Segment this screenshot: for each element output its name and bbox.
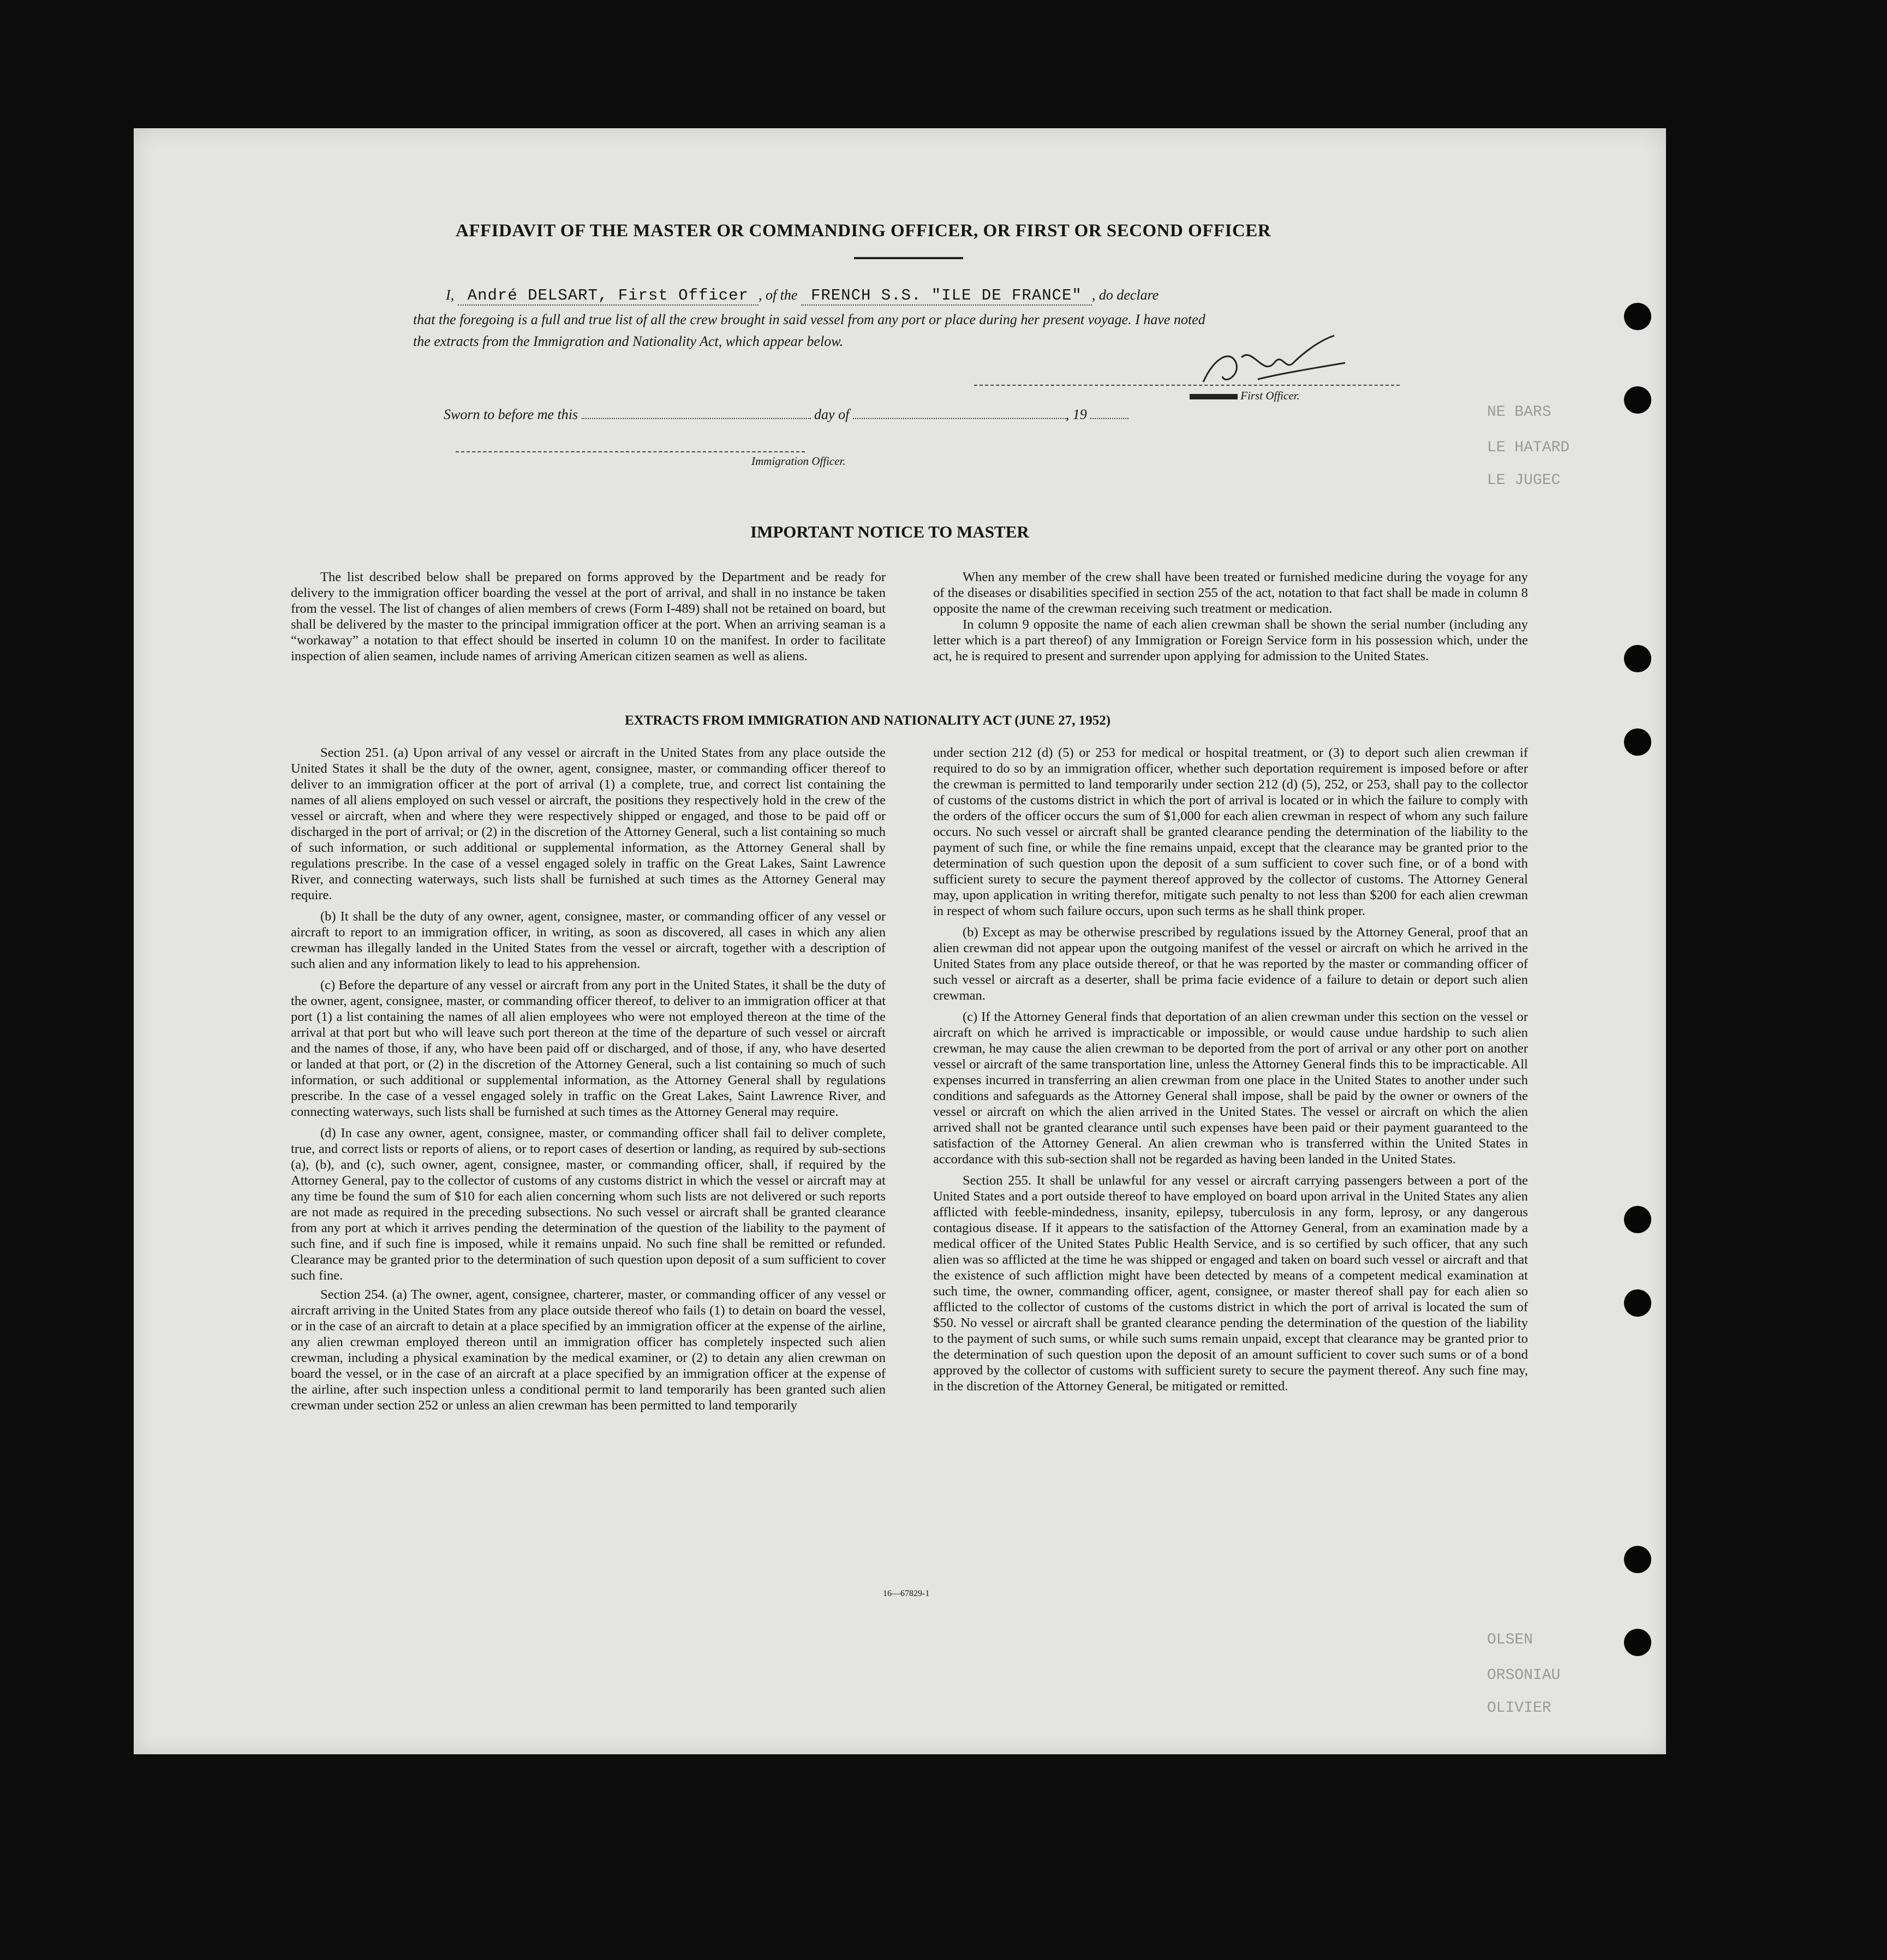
notice-right-column bbox=[933, 569, 1528, 664]
bleed-through-mark: LE JUGEC bbox=[1487, 472, 1561, 489]
sworn-month-field[interactable] bbox=[853, 418, 1066, 419]
officer-name-field[interactable] bbox=[458, 286, 759, 306]
section-255: Section 255. It shall be unlawful for any vessel or aircraft carrying passengers between a port of the United States and a port outside thereof to have employed on board upon arrival in the United States any alien afflicted with feeble-mindedness, insanity, epilepsy, tuberculosis in any form, leprosy, or any dangerous contagious disease. If it appears to the satisfaction of the Attorney General, from an examination made by a medical officer of the United States Public Health Service, and is so certified by such officer, that any such alien was so afflicted at the time he was shipped or engaged and taken on board such vessel or aircraft and that the existence of such affliction might have been detected by means of a competent medical examination at such time, the owner, commanding officer, agent, consignee, or master thereof shall pay for each alien so afflicted to the collector of customs of the customs district in which the port of arrival is located the sum of $50. No vessel or aircraft shall be granted clearance pending the determination of the question of the liability to the payment of such sums, or while such sums remain unpaid, except that clearance may be granted prior to the determination of such question upon the deposit of an amount sufficient to cover such sums or of a bond approved by the collector of customs with sufficient surety to secure the payment thereof. Any such fine may, in the discretion of the Attorney General, be mitigated or remitted. bbox=[933, 1173, 1528, 1394]
punch-hole bbox=[1624, 728, 1651, 756]
notice-right-paragraph-2: In column 9 opposite the name of each alien crewman shall be shown the serial number (including any letter which is a part thereof) of any Immigration or Foreign Service form in his possession which, under the act, he is required to present and surrender upon applying for admission to the United States. bbox=[933, 617, 1528, 664]
year-label: , 19 bbox=[1065, 407, 1087, 422]
day-of-label: day of bbox=[814, 407, 850, 422]
vessel-name: FRENCH S.S. "ILE DE FRANCE" bbox=[810, 286, 1082, 304]
declaration-line-2: that the foregoing is a full and true list of all the crew brought in said vessel from any port or place during her present voyage. I have noted bbox=[413, 312, 1205, 327]
immigration-officer-line bbox=[456, 451, 805, 452]
section-251-b: (b) It shall be the duty of any owner, agent, consignee, master, or commanding officer of any vessel or aircraft to report to an immigration officer, in writing, as soon as discovered, all cases in which any alien crewman has illegally landed in the United States from the vessel or aircraft, together with a description of such alien and any information likely to lead to his apprehension. bbox=[291, 909, 886, 971]
vessel-name-field[interactable] bbox=[801, 286, 1092, 306]
extracts-right-column bbox=[933, 745, 1528, 1394]
sworn-label: Sworn to before me this bbox=[444, 407, 578, 422]
i-label: I, bbox=[446, 287, 455, 303]
section-251-a: Section 251. (a) Upon arrival of any vessel or aircraft in the United States from any place outside the United States it shall be the duty of the owner, agent, consignee, master, or commanding officer thereof to deliver to an immigration officer at the port of arrival (1) a complete, true, and correct list containing the names of all aliens employed on such vessel or aircraft, the positions they respectively hold in the crew of the vessel or aircraft, when and where they were respectively shipped or engaged, and those to be paid off or discharged in the port of arrival; or (2) in the discretion of the Attorney General, such a list containing so much of such information, or such additional or supplemental information, as the Attorney General shall by regulations prescribe. In the case of a vessel engaged solely in traffic on the Great Lakes, Saint Lawrence River, and connecting waterways, such lists shall be furnished at such times as the Attorney General may require. bbox=[291, 745, 886, 903]
officer-name: André DELSART, First Officer bbox=[467, 286, 749, 304]
form-code: 16—67829-1 bbox=[883, 1589, 930, 1598]
notice-left-paragraph: The list described below shall be prepared on forms approved by the Department and be ready for delivery to the immigration officer boarding the vessel at the port of arrival, and shall in no instance be taken from the vessel. The list of changes of alien members of crews (Form I-489) shall not be retained on board, but shall be delivered by the master to the principal immigration officer at the port. When an arriving seaman is a “workaway” a notation to that effect should be inserted in column 10 on the manifest. In order to facilitate inspection of alien seamen, include names of arriving American citizen seamen as well as aliens. bbox=[291, 570, 886, 664]
sworn-year-field[interactable] bbox=[1090, 418, 1128, 419]
punch-hole bbox=[1624, 1206, 1651, 1233]
sworn-line bbox=[444, 407, 1128, 423]
punch-hole bbox=[1624, 1289, 1651, 1317]
document-sheet bbox=[134, 128, 1666, 1754]
declaration-line-1 bbox=[446, 286, 1159, 306]
punch-hole bbox=[1624, 645, 1651, 672]
section-254-b: (b) Except as may be otherwise prescribed by regulations issued by the Attorney General, proof that an alien crewman did not appear upon the outgoing manifest of the vessel or aircraft on which he arrived in the United States from any place outside thereof, or that he was reported by the master or commanding officer of such vessel or aircraft as a deserter, shall be prima facie evidence of a failure to detain or deport such alien crewman. bbox=[933, 925, 1528, 1003]
strikeout-mark bbox=[1190, 394, 1238, 399]
affidavit-title: AFFIDAVIT OF THE MASTER OR COMMANDING OFFICER, OR FIRST OR SECOND OFFICER bbox=[456, 221, 1271, 241]
title-rule bbox=[854, 257, 963, 259]
bleed-through-mark: OLIVIER bbox=[1487, 1700, 1551, 1717]
section-254-c: (c) If the Attorney General finds that deportation of an alien crewman under this section on the vessel or aircraft on which he arrived is impracticable or impossible, or would cause undue hardship to such alien crewman, he may cause the alien crewman to be deported from the port of arrival or any other port on another vessel or aircraft of the same transportation line, unless the Attorney General finds this to be impracticable. All expenses incurred in transferring an alien crewman from one place in the United States to another under such conditions and safeguards as the Attorney General shall impose, shall be paid by the owner or owners of the vessel or aircraft on which the alien arrived in the United States. The vessel or aircraft on which the alien arrived shall not be granted clearance until such expenses have been paid or their payment guaranteed to the satisfaction of the Attorney General. An alien crewman who is transferred within the United States in accordance with this sub-section shall not be regarded as having been landed in the United States. bbox=[933, 1009, 1528, 1167]
bleed-through-mark: LE HATARD bbox=[1487, 439, 1570, 456]
notice-right-paragraph-1: When any member of the crew shall have been treated or furnished medicine during the voyage for any of the diseases or disabilities specified in section 255 of the act, notation to that fact shall be made in column 8 opposite the name of the crewman receiving such treatment or medication. bbox=[933, 570, 1528, 616]
notice-left-column bbox=[291, 569, 886, 664]
punch-hole bbox=[1624, 1546, 1651, 1573]
extracts-heading: EXTRACTS FROM IMMIGRATION AND NATIONALITY ACT (JUNE 27, 1952) bbox=[625, 713, 1111, 728]
declaration-line-3: the extracts from the Immigration and Nationality Act, which appear below. bbox=[413, 333, 844, 349]
bleed-through-mark: OLSEN bbox=[1487, 1632, 1533, 1648]
sworn-date-field[interactable] bbox=[582, 418, 811, 419]
section-251-c: (c) Before the departure of any vessel or aircraft from any port in the United States, it shall be the duty of the owner, agent, consignee, master, or commanding officer thereof, to deliver to an immigration officer at that port (1) a list containing the names of all alien employees who were not employed thereon at the time of the arrival at that port but who will leave such port thereon at the time of the departure of such vessel or aircraft and the names of those, if any, who have been paid off or discharged, and of those, if any, who have deserted or landed at that port, or (2) in the discretion of the Attorney General, such a list containing so much of such information, or such additional or supplemental information, as the Attorney General shall by regulations prescribe. In the case of a vessel engaged solely in traffic on the Great Lakes, Saint Lawrence River, and connecting waterways, such lists shall be furnished at such times as the Attorney General may require. bbox=[291, 978, 886, 1119]
section-251-d: (d) In case any owner, agent, consignee, master, or commanding officer shall fail to deliver complete, true, and correct lists or reports of aliens, or to report cases of desertion or landing, as required by sub-sections (a), (b), and (c), such owner, agent, consignee, master, or commanding officer, shall, if required by the Attorney General, pay to the collector of customs of any customs district in which the vessel or aircraft may at any time be found the sum of $10 for each alien concerning whom such lists are not delivered or such reports are not made as required in the preceding subsections. No such vessel or aircraft shall be granted clearance from any port at which it arrives pending the determination of the question of the liability to the payment of such fine, and if such fine is imposed, while it remains unpaid. No such fine shall be remitted or refunded. Clearance may be granted prior to the determination of such question upon deposit of a sum sufficient to cover such fine. bbox=[291, 1126, 886, 1283]
bleed-through-mark: ORSONIAU bbox=[1487, 1667, 1561, 1684]
punch-hole bbox=[1624, 303, 1651, 330]
section-254-a: Section 254. (a) The owner, agent, consignee, charterer, master, or commanding officer of any vessel or aircraft arriving in the United States from any place outside thereof who fails (1) to detain on board the vessel, or in the case of an aircraft to detain at a place specified by an immigration officer at the expense of the airline, any alien crewman employed thereon until an immigration officer has completely inspected such alien crewman, including a physical examination by the medical examiner, or (2) to detain any alien crewman on board the vessel, or in the case of an aircraft at a place specified by an immigration officer at the expense of the airline, after such inspection unless a conditional permit to land temporarily has been granted such alien crewman under section 252 or unless an alien crewman has been permitted to land temporarily bbox=[291, 1287, 886, 1413]
immigration-officer-label: Immigration Officer. bbox=[751, 455, 846, 468]
section-254-a-continued: under section 212 (d) (5) or 253 for medical or hospital treatment, or (3) to deport such alien crewman if required to do so by an immigration officer, whether such deportation requirement is imposed before or after the crewman is permitted to land temporarily under section 212 (d) (5), 252, or 253, shall pay to the collector of customs of the customs district in which the port of arrival is located or in which the failure to comply with the orders of the officer occurs the sum of $1,000 for each alien crewman in respect of whom any such failure occurs. No such vessel or aircraft shall be granted clearance pending the determination of the liability to the payment of such fine, or while the fine remains unpaid, except that the clearance may be granted prior to the determination of such question upon the deposit of a sum sufficient to cover such fine, or of a bond with sufficient surety to secure the payment thereof approved by the collector of customs. The Attorney General may, upon application in writing therefor, mitigate such penalty to not less than $200 for each alien crewman in respect of whom such failure occurs, upon such terms as he shall think proper. bbox=[933, 745, 1528, 918]
do-declare-label: , do declare bbox=[1091, 287, 1159, 303]
officer-title-label: First Officer. bbox=[1190, 389, 1300, 403]
notice-heading: IMPORTANT NOTICE TO MASTER bbox=[750, 522, 1029, 541]
punch-hole bbox=[1624, 1629, 1651, 1656]
bleed-through-mark: NE BARS bbox=[1487, 404, 1551, 421]
extracts-left-column bbox=[291, 745, 886, 1413]
of-the-label: , of the bbox=[758, 287, 798, 303]
signature-line bbox=[974, 385, 1400, 386]
punch-hole bbox=[1624, 386, 1651, 414]
